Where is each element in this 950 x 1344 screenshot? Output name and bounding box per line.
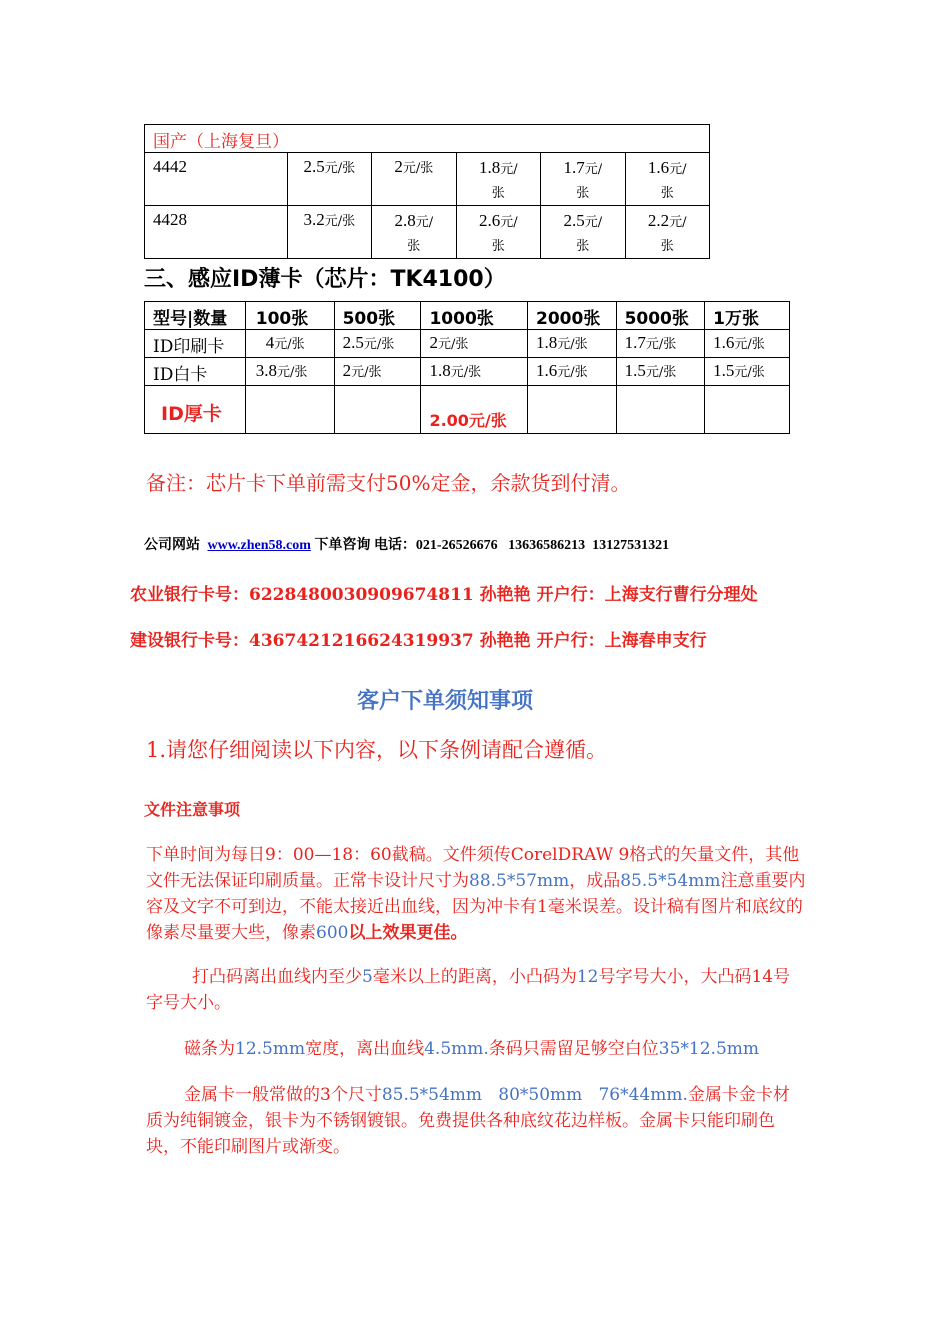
price-value: 1.7 [563, 158, 585, 177]
price-unit: 张 [660, 239, 674, 254]
bank-line-abc: 农业银行卡号：6228480030909674811 孙艳艳 开户行：上海支行曹行分理处 [130, 585, 758, 605]
price-unit: 元/ [669, 215, 687, 230]
highlight: 12.5mm [235, 1039, 306, 1059]
price-unit: 元/张 [363, 337, 395, 352]
column-header: 型号|数量 [145, 302, 246, 330]
notice-title: 客户下单须知事项 [356, 688, 533, 714]
paragraph-magstripe [146, 1036, 846, 1062]
text: 毫米以上的距离，小凸码为 [372, 967, 577, 987]
price-value: 1.6 [713, 333, 735, 352]
model-cell: 4442 [153, 157, 187, 176]
price-value: 3.8 [255, 361, 277, 380]
text: 号字号大小，大凸码14号字号大小。 [146, 967, 791, 1013]
instruction-item: 1.请您仔细阅读以下内容，以下条例请配合遵循。 [146, 738, 608, 762]
price-unit: 元/ [500, 215, 518, 230]
price-value: 1.6 [647, 158, 670, 177]
price-unit: 张 [660, 186, 674, 201]
highlight: 88.5*57mm [469, 871, 570, 891]
table-row [145, 358, 790, 386]
price-value: 1.8 [478, 158, 501, 177]
price-value: 2.5 [342, 333, 364, 352]
price-unit: 元/ [669, 162, 687, 177]
price-unit: 元/张 [450, 365, 482, 380]
price-unit: 元/张 [276, 365, 308, 380]
model-cell: 4428 [153, 210, 187, 229]
highlight: 35*12.5mm [658, 1039, 760, 1059]
price-unit: 元/ [500, 162, 518, 177]
table-header-row [145, 302, 790, 330]
text: 磁条为 [184, 1039, 235, 1059]
highlight: 85.5*54mm [620, 871, 721, 891]
price-unit: 元/ [415, 215, 434, 230]
table-header [145, 125, 710, 153]
price-table-id-card [144, 301, 790, 434]
text: 下单时间为每日9：00—18：60截稿。文件须传CorelDRAW 9格式的矢量文件，其他文件无法保证印刷质量。正常卡设计尺寸为 [146, 845, 800, 891]
price-unit: 张 [491, 239, 505, 254]
price-unit: 元/张 [351, 365, 382, 380]
highlight: 4.5mm. [424, 1039, 489, 1059]
price-table-domestic [144, 124, 710, 259]
price-unit: 元/张 [734, 337, 765, 352]
bank-line-ccb: 建设银行卡号：4367421216624319937 孙艳艳 开户行：上海春申支行 [130, 631, 707, 651]
price-value: 1.8 [429, 361, 451, 380]
price-value: 2.5 [303, 157, 325, 176]
column-header: 100张 [245, 302, 334, 330]
column-header: 1万张 [705, 302, 790, 330]
price-value: 2 [394, 157, 403, 176]
price-value: 3.2 [303, 210, 325, 229]
price-unit: 元/张 [557, 337, 588, 352]
price-unit: 元/张 [324, 214, 356, 229]
text: 金属卡一般常做的3个尺寸 [184, 1085, 382, 1105]
text: 注意重要内容及文字不可到边，不能太接近出血线，因为冲卡有1毫米误差。设计稿有图片和底纹的像素尽量要大些，像素 [146, 871, 806, 943]
contact-line [144, 534, 669, 554]
price-value: 4 [265, 333, 275, 352]
price-unit: 张 [576, 186, 590, 201]
paragraph-metal-card [146, 1082, 806, 1160]
table-header-text: 国产（上海复旦） [153, 132, 289, 152]
price-unit: 元/张 [645, 365, 677, 380]
order-label: 下单咨询 [314, 538, 371, 553]
phone-numbers: 电话：021-26526676 13636586213 13127531321 [373, 538, 670, 553]
price-value: 2.2 [647, 211, 670, 230]
price-value: 1.6 [536, 361, 558, 380]
price-unit: 元/张 [437, 337, 469, 352]
text: 金属卡金卡材质为纯铜镀金，银卡为不锈钢镀银。免费提供各种底纹花边样板。金属卡只能印刷色块，不能印刷图片或渐变。 [146, 1085, 790, 1157]
table-row [145, 386, 790, 434]
section-subtitle: 文件注意事项 [144, 800, 241, 819]
column-header: 1000张 [421, 302, 528, 330]
price-value: 1.5 [624, 361, 646, 380]
column-header: 500张 [334, 302, 421, 330]
price-value: 2.00元/张 [421, 386, 528, 434]
model-cell: ID白卡 [145, 358, 246, 386]
model-cell: ID厚卡 [145, 386, 246, 434]
highlight: 600 [316, 923, 349, 943]
text: 打凸码离出血线内至少 [192, 967, 362, 987]
price-value: 2.5 [563, 211, 585, 230]
highlight: 85.5*54mm 80*50mm 76*44mm. [381, 1085, 688, 1105]
price-unit: 张 [491, 186, 505, 201]
price-unit: 元/ [584, 162, 603, 177]
price-unit: 元/张 [274, 337, 305, 352]
text: 宽度，离出血线 [305, 1039, 425, 1059]
price-unit: 元/张 [324, 161, 356, 176]
table-row [145, 206, 710, 259]
highlight: 5 [362, 967, 373, 987]
price-unit: 元/张 [734, 365, 765, 380]
price-value: 2.8 [394, 211, 416, 230]
table-row [145, 330, 790, 358]
site-link[interactable]: www.zhen58.com [207, 538, 311, 553]
column-header: 5000张 [616, 302, 705, 330]
table-row [145, 153, 710, 206]
price-value: 1.7 [624, 333, 646, 352]
price-value: 2 [342, 361, 352, 380]
section-title: 三、感应ID薄卡（芯片：TK4100） [144, 267, 506, 292]
text: 条码只需留足够空白位 [488, 1039, 659, 1059]
text: ，成品 [569, 871, 621, 891]
price-unit: 元/ [584, 215, 603, 230]
price-unit: 张 [576, 239, 590, 254]
highlight: 12 [576, 967, 599, 987]
paragraph-embossing [146, 964, 806, 1016]
site-label: 公司网站 [144, 538, 200, 553]
text: 以上效果更佳。 [348, 923, 468, 943]
model-cell: ID印刷卡 [145, 330, 246, 358]
paragraph-file-rules [146, 842, 806, 946]
price-unit: 张 [407, 239, 421, 254]
column-header: 2000张 [528, 302, 617, 330]
price-unit: 元/张 [402, 161, 434, 176]
price-value: 2.6 [478, 211, 501, 230]
deposit-note: 备注：芯片卡下单前需支付50%定金，余款货到付清。 [146, 471, 631, 495]
price-unit: 元/张 [645, 337, 677, 352]
price-unit: 元/张 [557, 365, 588, 380]
price-value: 1.8 [536, 333, 558, 352]
price-value: 2 [429, 333, 438, 352]
price-value: 1.5 [713, 361, 735, 380]
